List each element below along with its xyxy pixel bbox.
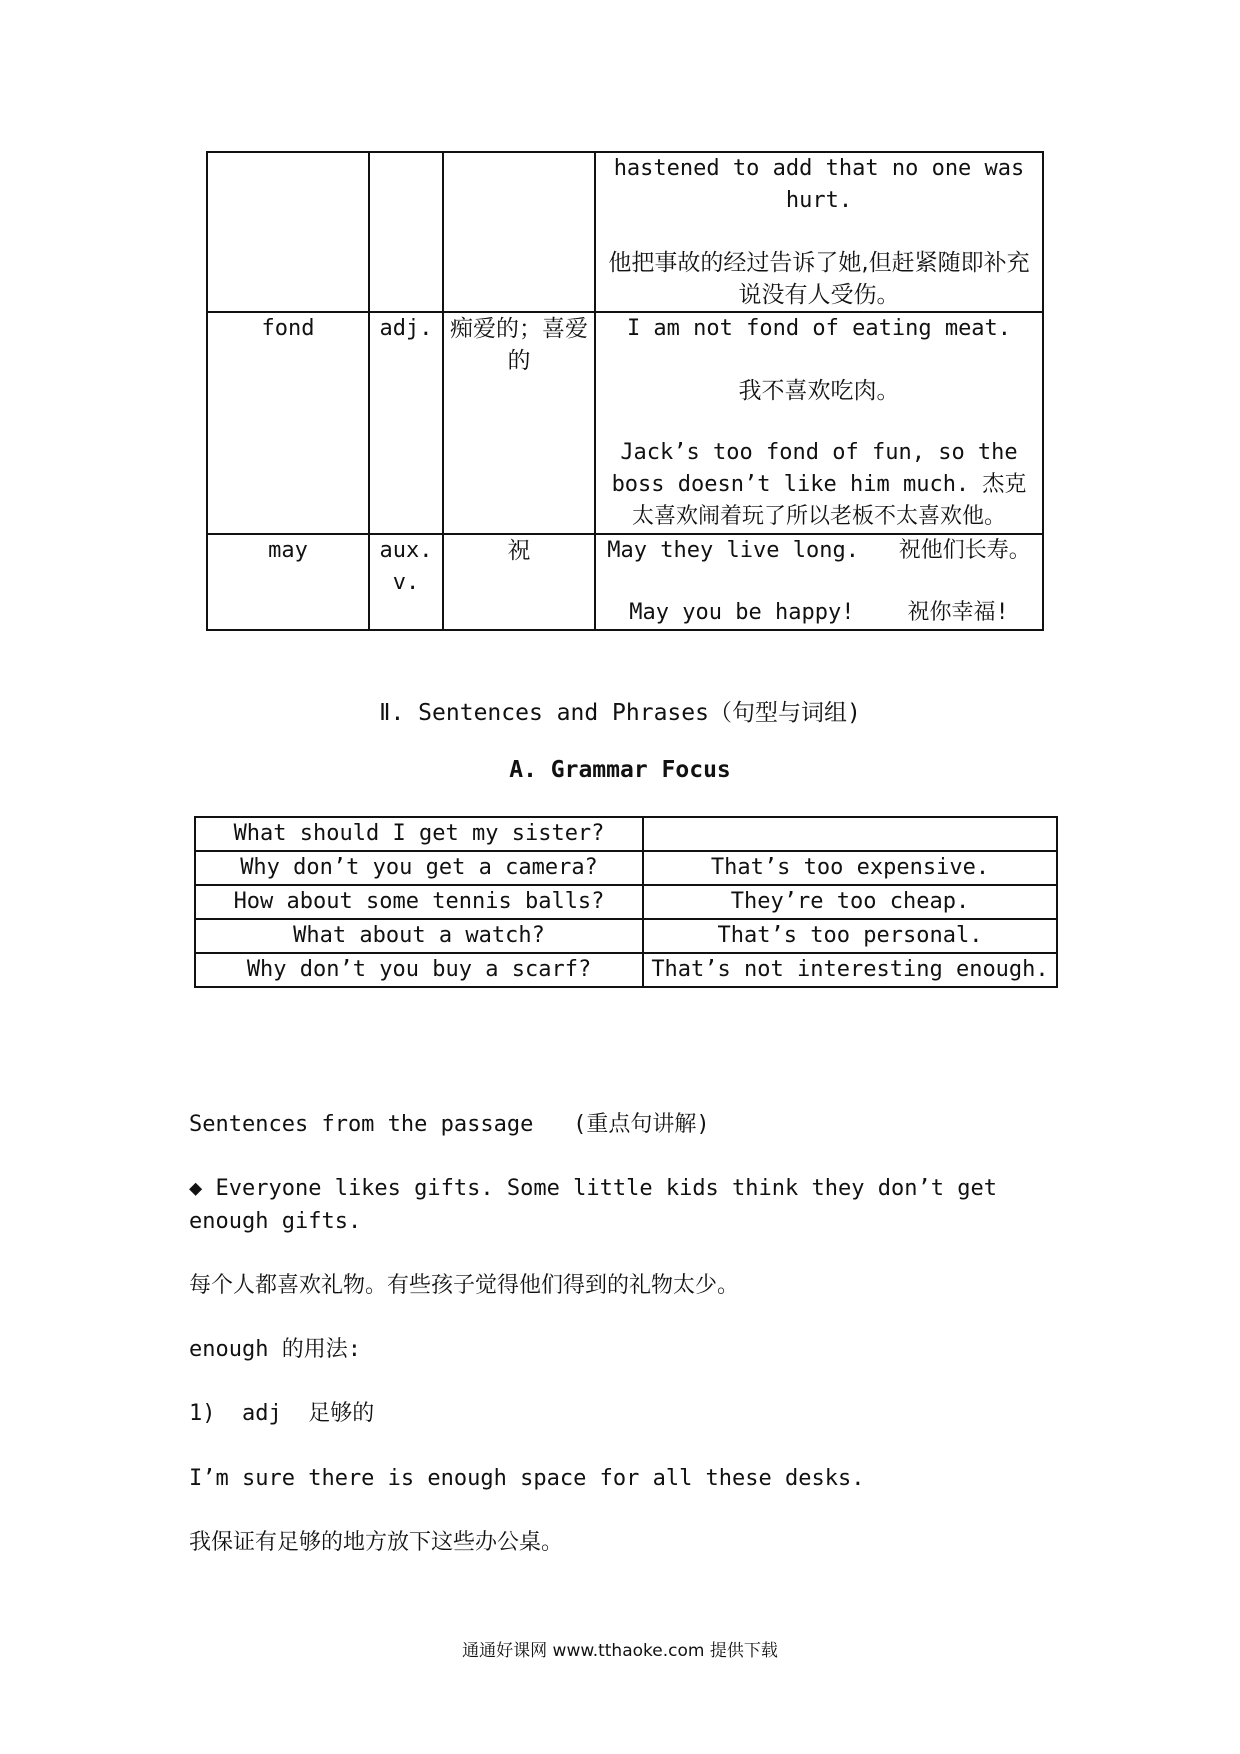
question-cell: How about some tennis balls? — [195, 885, 643, 919]
table-row — [195, 953, 1057, 987]
word-cell — [207, 152, 369, 312]
pos-cell: adj. — [369, 312, 443, 534]
example-sentence: I’m sure there is enough space for all these desks. — [189, 1466, 865, 1491]
table-row — [207, 152, 1043, 312]
footer-text: 通通好课网 www.tthaoke.com 提供下载 — [462, 1641, 778, 1661]
example-cell — [595, 534, 1043, 630]
example-cell — [595, 152, 1043, 312]
usage-heading: enough 的用法: — [189, 1337, 361, 1362]
example-translation: 我保证有足够的地方放下这些办公桌。 — [189, 1530, 564, 1555]
sentences-heading: Sentences from the passage (重点句讲解) — [189, 1112, 710, 1137]
usage-item: 1) adj 足够的 — [189, 1401, 375, 1426]
table-row — [207, 312, 1043, 534]
pos-cell: aux. v. — [369, 534, 443, 630]
table-row — [195, 817, 1057, 851]
table-row — [195, 851, 1057, 885]
word-cell: fond — [207, 312, 369, 534]
answer-cell — [643, 817, 1057, 851]
meaning-cell: 祝 — [443, 534, 595, 630]
pos-cell — [369, 152, 443, 312]
answer-cell: That’s not interesting enough. — [643, 953, 1057, 987]
example-text: I am not fond of eating meat. — [626, 316, 1012, 341]
example-text: 我不喜欢吃肉。 — [738, 378, 900, 404]
table-row — [195, 919, 1057, 953]
answer-cell: They’re too cheap. — [643, 885, 1057, 919]
example-text: May they live long. 祝他们长寿。 — [607, 538, 1031, 563]
section-title: Ⅱ. Sentences and Phrases（句型与词组) — [379, 700, 861, 726]
meaning-cell: 痴爱的；喜爱的 — [443, 312, 595, 534]
example-text: May you be happy! 祝你幸福! — [629, 600, 1009, 625]
grammar-focus-title: A. Grammar Focus — [509, 757, 731, 783]
question-cell: Why don’t you buy a scarf? — [195, 953, 643, 987]
question-cell: Why don’t you get a camera? — [195, 851, 643, 885]
question-cell: What should I get my sister? — [195, 817, 643, 851]
example-cell — [595, 312, 1043, 534]
word-cell: may — [207, 534, 369, 630]
question-cell: What about a watch? — [195, 919, 643, 953]
example-text: hastened to add that no one was hurt. — [613, 156, 1025, 213]
key-sentence: ◆ Everyone likes gifts. Some little kids think they don’t get enough gifts. — [189, 1176, 997, 1234]
grammar-focus-table — [194, 816, 1058, 988]
example-text: Jack’s too fond of fun, so the boss doesn’t like him much. 杰克太喜欢闹着玩了所以老板不太喜欢他。 — [611, 440, 1027, 529]
meaning-cell — [443, 152, 595, 312]
answer-cell: That’s too expensive. — [643, 851, 1057, 885]
table-row — [195, 885, 1057, 919]
answer-cell: That’s too personal. — [643, 919, 1057, 953]
table-row — [207, 534, 1043, 630]
key-sentence-translation: 每个人都喜欢礼物。有些孩子觉得他们得到的礼物太少。 — [189, 1273, 740, 1298]
example-text: 他把事故的经过告诉了她,但赶紧随即补充说没有人受伤。 — [608, 250, 1030, 308]
vocabulary-table — [206, 151, 1044, 631]
